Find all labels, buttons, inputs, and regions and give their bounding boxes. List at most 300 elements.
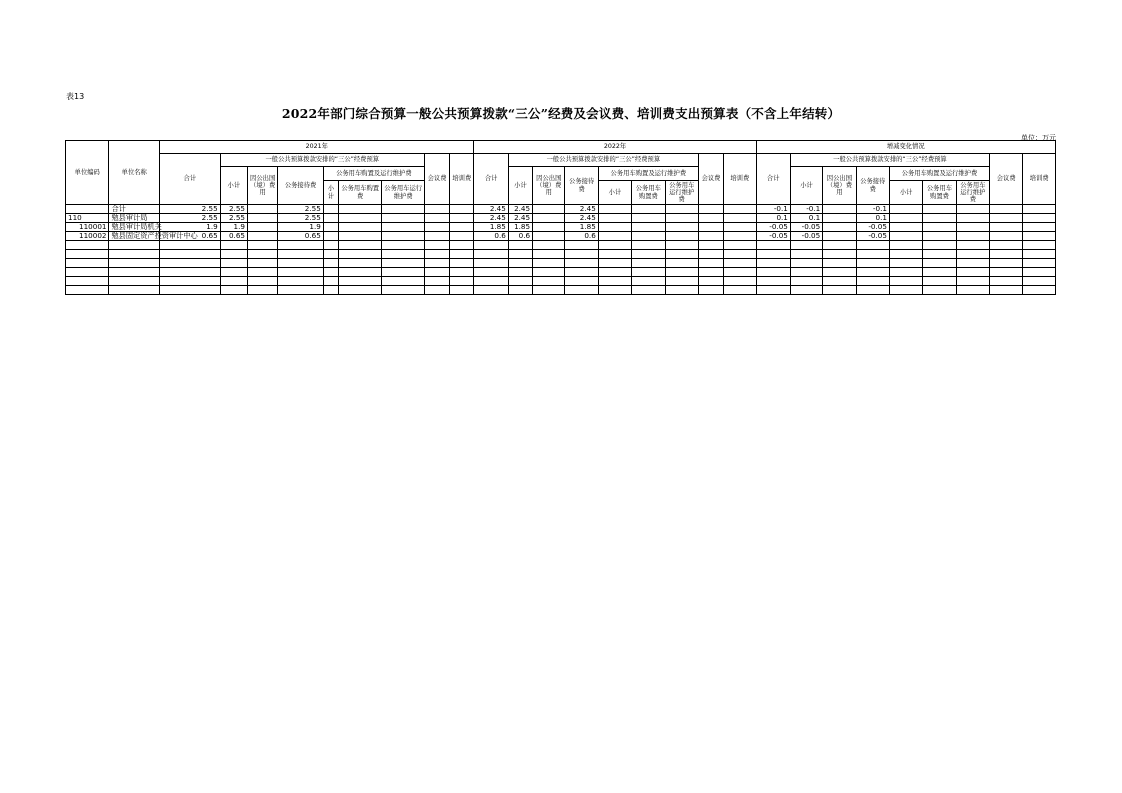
cell-value <box>598 223 631 232</box>
empty-cell <box>923 250 956 259</box>
empty-cell <box>220 268 247 277</box>
cell-value <box>598 232 631 241</box>
empty-cell <box>220 250 247 259</box>
empty-cell <box>598 259 631 268</box>
page-title: 2022年部门综合预算一般公共预算拨款“三公”经费及会议费、培训费支出预算表（不含上年结转） <box>281 106 841 121</box>
empty-cell <box>1023 259 1056 268</box>
cell-value <box>698 205 723 214</box>
cell-value <box>338 205 381 214</box>
cell-value <box>698 214 723 223</box>
header-sangong: 一般公共预算拨款安排的“三公”经费预算 <box>508 154 698 167</box>
header-unit-name: 单位名称 <box>109 141 160 205</box>
header-vehicle-subtotal: 小计 <box>889 181 922 205</box>
cell-value <box>382 205 424 214</box>
empty-cell <box>382 241 424 250</box>
empty-cell <box>724 268 756 277</box>
empty-cell <box>508 259 532 268</box>
cell-value: 1.9 <box>220 223 247 232</box>
empty-cell <box>698 286 723 295</box>
cell-value <box>247 214 277 223</box>
cell-value <box>956 223 989 232</box>
empty-cell <box>632 277 665 286</box>
empty-cell <box>1023 286 1056 295</box>
empty-cell <box>338 277 381 286</box>
empty-cell <box>598 241 631 250</box>
empty-cell <box>66 241 109 250</box>
header-sangong: 一般公共预算拨款安排的“三公”经费预算 <box>790 154 989 167</box>
empty-cell <box>923 259 956 268</box>
empty-cell <box>665 259 698 268</box>
empty-cell <box>109 286 160 295</box>
empty-cell <box>698 259 723 268</box>
cell-unit-name: 勉县审计局 <box>109 214 160 223</box>
cell-value <box>956 232 989 241</box>
cell-unit-code: 110001 <box>66 223 109 232</box>
cell-value <box>338 214 381 223</box>
cell-value <box>632 214 665 223</box>
cell-value <box>382 223 424 232</box>
empty-cell <box>632 250 665 259</box>
header-subtotal: 小计 <box>220 167 247 205</box>
cell-value: -0.05 <box>756 223 790 232</box>
empty-cell <box>632 268 665 277</box>
cell-value <box>450 205 474 214</box>
unit-label: 单位：万元 <box>1021 134 1056 142</box>
cell-value: -0.05 <box>790 232 822 241</box>
empty-cell <box>565 250 598 259</box>
empty-cell <box>382 286 424 295</box>
empty-cell <box>424 259 449 268</box>
cell-value <box>323 232 338 241</box>
empty-cell <box>109 259 160 268</box>
empty-cell <box>424 250 449 259</box>
empty-cell <box>508 277 532 286</box>
empty-cell <box>889 241 922 250</box>
header-2022: 2022年 <box>474 141 756 154</box>
header-vehicle: 公务用车购置及运行维护费 <box>889 167 989 181</box>
cell-value <box>923 223 956 232</box>
cell-value <box>338 223 381 232</box>
empty-cell <box>856 241 889 250</box>
empty-cell <box>923 286 956 295</box>
cell-value: 0.1 <box>756 214 790 223</box>
empty-cell <box>450 268 474 277</box>
empty-cell <box>424 277 449 286</box>
cell-value: 0.6 <box>474 232 508 241</box>
cell-value <box>990 214 1023 223</box>
cell-value <box>632 232 665 241</box>
cell-value <box>1023 232 1056 241</box>
empty-cell <box>632 259 665 268</box>
empty-cell <box>278 259 324 268</box>
cell-value: 1.9 <box>278 223 324 232</box>
empty-cell <box>856 268 889 277</box>
cell-value <box>323 214 338 223</box>
header-training: 培训费 <box>724 154 756 205</box>
cell-value <box>424 214 449 223</box>
empty-cell <box>338 286 381 295</box>
empty-row <box>66 250 1056 259</box>
empty-cell <box>565 241 598 250</box>
empty-cell <box>338 268 381 277</box>
empty-row <box>66 259 1056 268</box>
empty-cell <box>247 250 277 259</box>
empty-cell <box>823 241 856 250</box>
cell-value <box>1023 214 1056 223</box>
empty-cell <box>790 268 822 277</box>
header-unit-code: 单位编码 <box>66 141 109 205</box>
cell-value: 2.55 <box>278 214 324 223</box>
empty-cell <box>247 241 277 250</box>
cell-value: 1.9 <box>160 223 221 232</box>
empty-cell <box>565 286 598 295</box>
empty-cell <box>533 259 565 268</box>
table-row <box>66 232 1056 241</box>
cell-value <box>533 214 565 223</box>
cell-value: 1.85 <box>565 223 598 232</box>
cell-value <box>698 232 723 241</box>
empty-cell <box>109 241 160 250</box>
empty-cell <box>790 259 822 268</box>
empty-cell <box>665 286 698 295</box>
header-training: 培训费 <box>450 154 474 205</box>
cell-value <box>724 214 756 223</box>
empty-cell <box>220 259 247 268</box>
empty-cell <box>889 277 922 286</box>
empty-cell <box>424 268 449 277</box>
cell-value <box>665 223 698 232</box>
cell-unit-name: 勉县固定资产投资审计中心 <box>109 232 160 241</box>
cell-value <box>598 205 631 214</box>
empty-cell <box>247 259 277 268</box>
empty-cell <box>323 250 338 259</box>
cell-unit-name: 合计 <box>109 205 160 214</box>
cell-value <box>424 205 449 214</box>
cell-value <box>990 205 1023 214</box>
cell-value: 2.45 <box>508 214 532 223</box>
cell-value <box>823 232 856 241</box>
header-vehicle: 公务用车购置及运行维护费 <box>598 167 698 181</box>
empty-cell <box>278 286 324 295</box>
header-vehicle-purchase: 公务用车购置费 <box>632 181 665 205</box>
table-body <box>66 205 1056 295</box>
cell-value: -0.1 <box>790 205 822 214</box>
empty-cell <box>382 259 424 268</box>
empty-cell <box>889 268 922 277</box>
cell-value: -0.05 <box>856 232 889 241</box>
empty-cell <box>665 250 698 259</box>
cell-value: 0.65 <box>278 232 324 241</box>
header-vehicle-purchase: 公务用车购置费 <box>338 181 381 205</box>
empty-cell <box>66 259 109 268</box>
empty-cell <box>756 250 790 259</box>
cell-value <box>382 232 424 241</box>
cell-value: 0.65 <box>220 232 247 241</box>
empty-cell <box>533 286 565 295</box>
header-vehicle-operation: 公务用车运行维护费 <box>956 181 989 205</box>
empty-cell <box>790 250 822 259</box>
empty-cell <box>698 241 723 250</box>
empty-cell <box>724 250 756 259</box>
cell-value <box>450 214 474 223</box>
empty-cell <box>278 268 324 277</box>
table-number: 表13 <box>66 92 85 101</box>
empty-cell <box>160 250 221 259</box>
empty-cell <box>956 268 989 277</box>
empty-cell <box>665 277 698 286</box>
cell-value: 2.45 <box>565 205 598 214</box>
empty-cell <box>533 241 565 250</box>
cell-value <box>247 232 277 241</box>
empty-cell <box>724 241 756 250</box>
cell-value <box>823 223 856 232</box>
header-reception: 公务接待费 <box>565 167 598 205</box>
cell-value <box>923 232 956 241</box>
empty-cell <box>1023 268 1056 277</box>
empty-row <box>66 277 1056 286</box>
empty-cell <box>338 250 381 259</box>
header-total: 合计 <box>160 154 221 205</box>
empty-cell <box>424 241 449 250</box>
cell-value <box>382 214 424 223</box>
empty-cell <box>474 259 508 268</box>
empty-cell <box>382 277 424 286</box>
empty-cell <box>923 277 956 286</box>
cell-value: 0.1 <box>790 214 822 223</box>
cell-value: -0.05 <box>756 232 790 241</box>
cell-value: -0.1 <box>756 205 790 214</box>
cell-value <box>323 205 338 214</box>
empty-cell <box>956 259 989 268</box>
cell-value <box>533 232 565 241</box>
empty-cell <box>756 286 790 295</box>
empty-cell <box>598 277 631 286</box>
empty-cell <box>533 268 565 277</box>
empty-cell <box>823 277 856 286</box>
empty-cell <box>1023 241 1056 250</box>
header-training: 培训费 <box>1023 154 1056 205</box>
empty-cell <box>66 268 109 277</box>
cell-value: 1.85 <box>474 223 508 232</box>
empty-cell <box>823 259 856 268</box>
cell-value <box>1023 205 1056 214</box>
empty-cell <box>956 286 989 295</box>
cell-value <box>632 223 665 232</box>
empty-cell <box>856 250 889 259</box>
empty-cell <box>323 259 338 268</box>
empty-cell <box>889 259 922 268</box>
empty-cell <box>823 250 856 259</box>
empty-cell <box>474 250 508 259</box>
cell-value: 2.55 <box>220 205 247 214</box>
empty-cell <box>323 241 338 250</box>
empty-cell <box>220 241 247 250</box>
empty-cell <box>565 268 598 277</box>
cell-value <box>923 214 956 223</box>
header-vehicle-subtotal: 小计 <box>598 181 631 205</box>
empty-cell <box>533 277 565 286</box>
empty-cell <box>698 268 723 277</box>
cell-value: 2.55 <box>160 214 221 223</box>
empty-cell <box>756 277 790 286</box>
empty-cell <box>923 241 956 250</box>
cell-value <box>990 223 1023 232</box>
cell-value <box>424 232 449 241</box>
empty-cell <box>823 286 856 295</box>
empty-cell <box>790 277 822 286</box>
cell-value: 0.1 <box>856 214 889 223</box>
header-change: 增减变化情况 <box>756 141 1056 154</box>
empty-cell <box>698 250 723 259</box>
cell-value: 2.45 <box>474 214 508 223</box>
empty-cell <box>338 259 381 268</box>
budget-table <box>65 140 1056 295</box>
cell-value <box>424 223 449 232</box>
cell-unit-name: 勉县审计局机关 <box>109 223 160 232</box>
empty-cell <box>109 268 160 277</box>
empty-cell <box>247 268 277 277</box>
empty-cell <box>247 286 277 295</box>
cell-value: 2.45 <box>474 205 508 214</box>
empty-cell <box>508 268 532 277</box>
cell-value <box>823 205 856 214</box>
empty-cell <box>990 277 1023 286</box>
empty-cell <box>109 250 160 259</box>
empty-cell <box>724 286 756 295</box>
cell-value <box>1023 223 1056 232</box>
cell-value <box>323 223 338 232</box>
cell-value <box>450 232 474 241</box>
empty-cell <box>990 268 1023 277</box>
cell-value <box>450 223 474 232</box>
empty-cell <box>889 286 922 295</box>
cell-value <box>698 223 723 232</box>
cell-value: -0.05 <box>856 223 889 232</box>
cell-value <box>598 214 631 223</box>
cell-value: 2.55 <box>160 205 221 214</box>
empty-cell <box>338 241 381 250</box>
cell-value <box>889 214 922 223</box>
cell-value <box>889 205 922 214</box>
empty-cell <box>598 268 631 277</box>
empty-cell <box>160 268 221 277</box>
cell-value <box>665 232 698 241</box>
empty-cell <box>278 241 324 250</box>
empty-cell <box>474 268 508 277</box>
empty-cell <box>823 268 856 277</box>
empty-cell <box>923 268 956 277</box>
empty-cell <box>533 250 565 259</box>
empty-cell <box>698 277 723 286</box>
empty-cell <box>323 268 338 277</box>
cell-value <box>338 232 381 241</box>
empty-cell <box>220 286 247 295</box>
empty-cell <box>450 286 474 295</box>
empty-cell <box>756 241 790 250</box>
cell-value <box>247 223 277 232</box>
header-subtotal: 小计 <box>790 167 822 205</box>
empty-cell <box>956 241 989 250</box>
header-total: 合计 <box>756 154 790 205</box>
empty-cell <box>790 241 822 250</box>
empty-cell <box>450 241 474 250</box>
header-reception: 公务接待费 <box>856 167 889 205</box>
empty-cell <box>474 277 508 286</box>
empty-cell <box>220 277 247 286</box>
cell-value <box>247 205 277 214</box>
header-sangong: 一般公共预算拨款安排的“三公”经费预算 <box>220 154 424 167</box>
empty-cell <box>160 286 221 295</box>
header-abroad: 因公出国（境）费用 <box>533 167 565 205</box>
empty-cell <box>565 277 598 286</box>
cell-value: 0.6 <box>565 232 598 241</box>
empty-cell <box>956 277 989 286</box>
cell-value: 2.45 <box>565 214 598 223</box>
empty-cell <box>109 277 160 286</box>
cell-unit-code: 110002 <box>66 232 109 241</box>
cell-value <box>665 214 698 223</box>
empty-cell <box>450 259 474 268</box>
header-vehicle-operation: 公务用车运行维护费 <box>382 181 424 205</box>
cell-value <box>956 205 989 214</box>
empty-cell <box>160 259 221 268</box>
cell-value <box>533 205 565 214</box>
empty-cell <box>856 259 889 268</box>
header-meeting: 会议费 <box>424 154 449 205</box>
empty-cell <box>1023 277 1056 286</box>
empty-cell <box>66 286 109 295</box>
empty-cell <box>450 250 474 259</box>
header-reception: 公务接待费 <box>278 167 324 205</box>
empty-cell <box>508 286 532 295</box>
empty-cell <box>724 277 756 286</box>
cell-value: 2.45 <box>508 205 532 214</box>
cell-value <box>724 223 756 232</box>
header-meeting: 会议费 <box>990 154 1023 205</box>
empty-cell <box>160 241 221 250</box>
empty-cell <box>508 250 532 259</box>
empty-cell <box>632 241 665 250</box>
empty-cell <box>665 241 698 250</box>
header-abroad: 因公出国（境）费用 <box>823 167 856 205</box>
header-total: 合计 <box>474 154 508 205</box>
empty-cell <box>1023 250 1056 259</box>
cell-value <box>956 214 989 223</box>
cell-unit-code: 110 <box>66 214 109 223</box>
header-vehicle-purchase: 公务用车购置费 <box>923 181 956 205</box>
cell-value: 0.6 <box>508 232 532 241</box>
header-vehicle: 公务用车购置及运行维护费 <box>323 167 424 181</box>
empty-cell <box>956 250 989 259</box>
cell-value <box>632 205 665 214</box>
empty-cell <box>323 286 338 295</box>
cell-value <box>724 232 756 241</box>
empty-cell <box>990 259 1023 268</box>
empty-row <box>66 286 1056 295</box>
empty-cell <box>856 277 889 286</box>
cell-value <box>990 232 1023 241</box>
empty-cell <box>508 241 532 250</box>
empty-cell <box>990 286 1023 295</box>
empty-cell <box>474 241 508 250</box>
empty-cell <box>756 259 790 268</box>
cell-value: 1.85 <box>508 223 532 232</box>
header-vehicle-operation: 公务用车运行维护费 <box>665 181 698 205</box>
empty-cell <box>278 277 324 286</box>
cell-value: 2.55 <box>220 214 247 223</box>
header-vehicle-subtotal: 小计 <box>323 181 338 205</box>
cell-value: -0.05 <box>790 223 822 232</box>
